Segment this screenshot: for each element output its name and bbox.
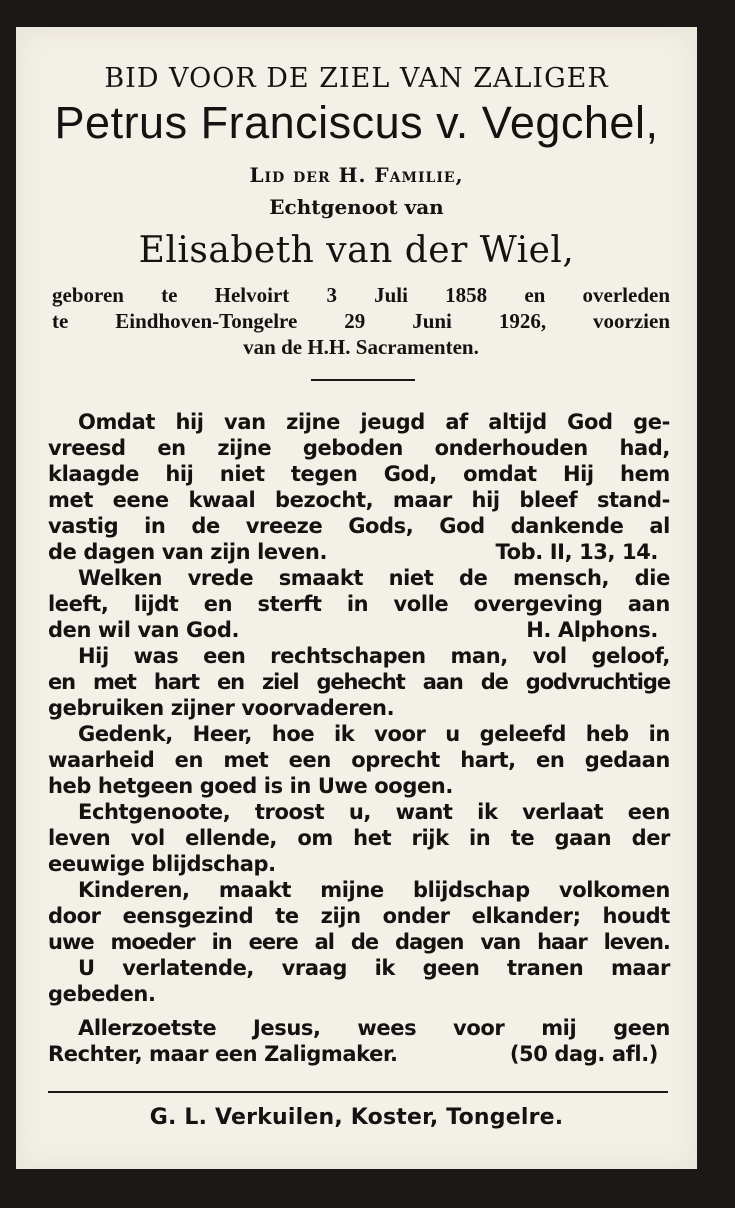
text-line-content	[48, 825, 670, 851]
printer-credit: G. L. Verkuilen, Koster, Tongelre.	[149, 1105, 564, 1130]
word: der	[631, 826, 670, 850]
word: uwe	[48, 930, 94, 954]
word: dankende	[510, 514, 624, 538]
word: de	[458, 566, 488, 590]
word: was	[133, 644, 179, 668]
text-line-content: gebeden.	[48, 982, 156, 1006]
word: al	[649, 514, 670, 538]
word: door	[48, 904, 101, 928]
word: heb	[585, 722, 629, 746]
word: leven	[48, 826, 111, 850]
word: waarheid	[48, 748, 155, 772]
word: sterft	[257, 592, 322, 616]
text-line-content	[48, 903, 670, 929]
word: Omdat	[78, 410, 155, 434]
text-line-content: de dagen van zijn leven.	[48, 540, 328, 564]
word: vastig	[48, 514, 119, 538]
word: ik	[374, 956, 395, 980]
word: voor	[374, 722, 426, 746]
word: ik	[477, 800, 498, 824]
word: houdt	[602, 904, 670, 928]
word: elkander;	[471, 904, 581, 928]
memorial-card	[16, 27, 697, 1169]
text-line-content	[48, 669, 670, 695]
text-line-content	[78, 409, 670, 435]
word: vraag	[281, 956, 348, 980]
indulgence-note: (50 dag. afl.)	[509, 1042, 658, 1066]
word: leeft,	[48, 592, 109, 616]
word: altijd	[488, 410, 547, 434]
word: geen	[613, 1016, 670, 1040]
text-line	[48, 799, 670, 825]
text-line	[48, 539, 670, 565]
word: te	[275, 904, 299, 928]
text-line	[48, 981, 670, 1007]
word: u	[445, 722, 460, 746]
word: af	[445, 410, 468, 434]
word: God	[439, 514, 485, 538]
word: in	[648, 722, 670, 746]
text-line	[48, 513, 670, 539]
word: Heer,	[192, 722, 252, 746]
word: bezocht,	[275, 488, 374, 512]
text-line-content	[78, 643, 670, 669]
text-line	[48, 929, 670, 955]
word: moeder	[110, 930, 195, 954]
word: vreesd	[48, 436, 126, 460]
word: God,	[383, 462, 437, 486]
word: eere	[248, 930, 298, 954]
word: Gedenk,	[78, 722, 173, 746]
text-line-content: den wil van God.	[48, 618, 240, 642]
word: gehecht	[316, 670, 405, 694]
word: voor	[453, 1016, 505, 1040]
word: in	[469, 826, 491, 850]
word: in	[211, 930, 232, 954]
text-line	[48, 461, 670, 487]
text-line-content	[48, 929, 670, 955]
word: zijne	[286, 410, 340, 434]
word: Jesus,	[253, 1016, 321, 1040]
quote-attribution: H. Alphons.	[526, 618, 658, 642]
text-line	[48, 435, 670, 461]
word: met	[48, 488, 93, 512]
word: Kinderen,	[78, 878, 190, 902]
word: rechtschapen	[270, 644, 426, 668]
word: en	[217, 670, 244, 694]
word: niet	[219, 462, 265, 486]
word: ellende,	[185, 826, 277, 850]
word: en	[203, 592, 233, 616]
word: klaagde	[48, 462, 140, 486]
text-line	[48, 487, 670, 513]
text-line	[48, 773, 670, 799]
word: verlaat	[522, 800, 604, 824]
word: wees	[357, 1016, 417, 1040]
text-line	[48, 409, 670, 435]
word: godvruchtige	[525, 670, 670, 694]
short-divider	[311, 379, 415, 381]
word: maar	[392, 488, 452, 512]
text-line-content	[48, 461, 670, 487]
word: vrede	[187, 566, 254, 590]
text-line	[48, 721, 670, 747]
word: het	[353, 826, 392, 850]
text-line	[48, 591, 670, 617]
word: de	[480, 670, 508, 694]
word: Gods,	[348, 514, 414, 538]
text-line-content	[48, 435, 670, 461]
word: vol	[130, 826, 165, 850]
spouse-name: Elisabeth van der Wiel,	[138, 230, 575, 271]
word: mensch,	[512, 566, 610, 590]
word: ik	[333, 722, 355, 746]
word: geloof,	[591, 644, 670, 668]
word: troost	[254, 800, 325, 824]
word: en	[157, 436, 186, 460]
word: onderhouden	[434, 436, 588, 460]
text-line	[48, 643, 670, 669]
word: overgeving	[473, 592, 603, 616]
life-line-birth: geboren te Helvoirt 3 Juli 1858 en overleden	[52, 283, 670, 307]
word: man,	[450, 644, 508, 668]
word: met	[223, 748, 269, 772]
word: met	[93, 670, 136, 694]
word: stand-	[596, 488, 670, 512]
word: al	[314, 930, 334, 954]
spouse-label: Echtgenoot van	[269, 195, 444, 219]
word: ge-	[633, 410, 670, 434]
card-header: BID VOOR DE ZIEL VAN ZALIGER	[104, 63, 609, 94]
word: en	[48, 670, 75, 694]
word: in	[346, 592, 369, 616]
word: aan	[627, 592, 670, 616]
word: eensgezind	[122, 904, 254, 928]
text-line	[48, 851, 670, 877]
word: leven.	[603, 930, 670, 954]
word: blijdschap	[412, 878, 530, 902]
word: hij	[175, 410, 204, 434]
word: onder	[382, 904, 450, 928]
word: had,	[619, 436, 670, 460]
life-line-sacraments: van de H.H. Sacramenten.	[243, 335, 479, 359]
word: tegen	[290, 462, 358, 486]
word: Welken	[78, 566, 163, 590]
word: hart,	[460, 748, 516, 772]
text-line	[48, 825, 670, 851]
text-line	[48, 695, 670, 721]
word: de	[191, 514, 220, 538]
word: maakt	[218, 878, 292, 902]
word: rijk	[411, 826, 449, 850]
word: een	[203, 644, 246, 668]
text-line-content	[48, 487, 670, 513]
word: van	[224, 410, 266, 434]
word: Echtgenoote,	[78, 800, 231, 824]
word: de	[350, 930, 379, 954]
word: haar	[537, 930, 587, 954]
word: in	[144, 514, 166, 538]
text-line-content	[78, 721, 670, 747]
word: ziel	[262, 670, 299, 694]
word: U	[78, 956, 95, 980]
deceased-name: Petrus Franciscus v. Vegchel,	[54, 97, 659, 148]
text-line	[48, 877, 670, 903]
text-line	[48, 903, 670, 929]
word: en	[536, 748, 565, 772]
word: God	[567, 410, 613, 434]
word: gedaan	[584, 748, 670, 772]
text-line-content	[48, 591, 670, 617]
word: geboden	[302, 436, 403, 460]
text-line-content: Rechter, maar een Zaligmaker.	[48, 1042, 398, 1066]
text-line	[48, 1015, 670, 1041]
word: vreeze	[245, 514, 323, 538]
word: oprecht	[351, 748, 440, 772]
word: hem	[620, 462, 670, 486]
word: gaan	[554, 826, 612, 850]
word: smaakt	[278, 566, 364, 590]
word: hij	[165, 462, 194, 486]
text-line	[48, 1041, 670, 1067]
text-line-content	[48, 747, 670, 773]
text-line-content: gebruiken zijner voorvaderen.	[48, 696, 395, 720]
word: Hij	[562, 462, 594, 486]
word: bleef	[519, 488, 578, 512]
word: vol	[532, 644, 567, 668]
word: mij	[541, 1016, 577, 1040]
text-line-content	[48, 513, 670, 539]
word: een	[288, 748, 331, 772]
word: en	[174, 748, 204, 772]
word: niet	[388, 566, 434, 590]
word: een	[627, 800, 670, 824]
word: u,	[348, 800, 372, 824]
word: lijdt	[133, 592, 179, 616]
word: Allerzoetste	[78, 1016, 217, 1040]
word: aan	[422, 670, 463, 694]
scripture-reference: Tob. II, 13, 14.	[495, 540, 658, 564]
word: hart	[153, 670, 199, 694]
word: omdat	[463, 462, 537, 486]
word: van	[480, 930, 521, 954]
word: zijne	[217, 436, 272, 460]
long-divider	[48, 1091, 668, 1093]
text-line-content	[78, 1015, 670, 1041]
word: dagen	[395, 930, 464, 954]
word: volle	[393, 592, 449, 616]
text-line-content: heb hetgeen goed is in Uwe oogen.	[48, 774, 453, 798]
text-line-content	[78, 877, 670, 903]
word: eene	[112, 488, 169, 512]
text-line-content	[78, 955, 670, 981]
word: Hij	[78, 644, 109, 668]
text-line	[48, 669, 670, 695]
word: want	[395, 800, 453, 824]
text-line	[48, 747, 670, 773]
word: die	[634, 566, 670, 590]
word: verlatende,	[122, 956, 254, 980]
word: hoe	[271, 722, 315, 746]
word: tranen	[507, 956, 584, 980]
word: om	[297, 826, 333, 850]
life-line-death: te Eindhoven-Tongelre 29 Juni 1926, voorzien	[52, 309, 670, 333]
word: hij	[471, 488, 500, 512]
text-line	[48, 617, 670, 643]
word: geleefd	[479, 722, 566, 746]
text-line	[48, 955, 670, 981]
word: kwaal	[188, 488, 256, 512]
text-line-content	[78, 565, 670, 591]
membership-line: Lid der H. Familie,	[249, 163, 464, 187]
text-line-content: eeuwige blijdschap.	[48, 852, 276, 876]
word: volkomen	[558, 878, 670, 902]
word: jeugd	[360, 410, 425, 434]
word: zijn	[320, 904, 361, 928]
word: maar	[610, 956, 670, 980]
word: te	[510, 826, 535, 850]
text-line	[48, 565, 670, 591]
text-line-content	[78, 799, 670, 825]
word: mijne	[320, 878, 384, 902]
word: geen	[422, 956, 480, 980]
